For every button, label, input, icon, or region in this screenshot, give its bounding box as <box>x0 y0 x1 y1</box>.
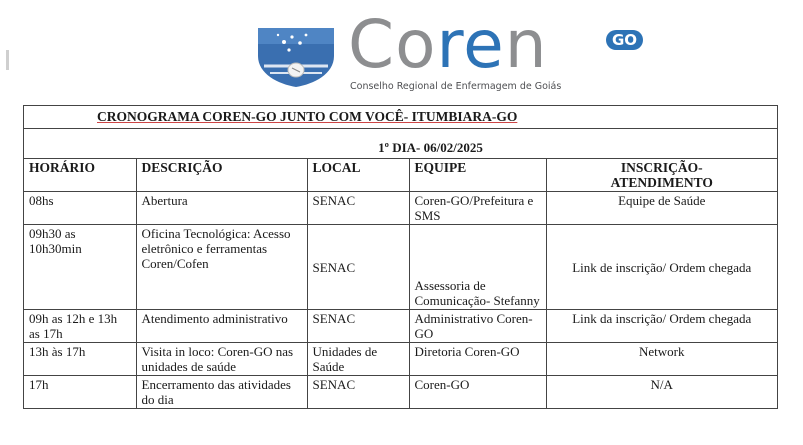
cell-equipe: Diretoria Coren-GO <box>409 343 546 376</box>
cell-local: Unidades de Saúde <box>307 343 409 376</box>
table-row <box>24 376 777 409</box>
go-badge: GO <box>606 30 643 50</box>
column-header: LOCAL <box>307 159 409 192</box>
table-row <box>24 225 777 310</box>
cell-equipe: Administrativo Coren-GO <box>409 310 546 343</box>
table-header-row <box>24 159 777 192</box>
cell-inscricao: Link de inscrição/ Ordem chegada <box>546 225 777 310</box>
cell-equipe: Coren-GO/Prefeitura e SMS <box>409 192 546 225</box>
cell-descricao: Visita in loco: Coren-GO nas unidades de saúde <box>136 343 307 376</box>
day-label: 1º DIA- 06/02/2025 <box>378 140 483 155</box>
cell-local: SENAC <box>307 376 409 409</box>
edge-mark <box>6 50 9 70</box>
schedule-document <box>23 105 778 409</box>
cell-equipe: Assessoria de Comunicação- Stefanny <box>409 225 546 310</box>
table-row <box>24 310 777 343</box>
schedule-table <box>24 159 777 408</box>
cell-descricao: Oficina Tecnológica: Acesso eletrônico e ferramentas Coren/Cofen <box>136 225 307 310</box>
cell-descricao: Abertura <box>136 192 307 225</box>
cell-horario: 09h30 as 10h30min <box>24 225 136 310</box>
cell-local: SENAC <box>307 192 409 225</box>
cell-local: SENAC <box>307 225 409 310</box>
column-header: INSCRIÇÃO- ATENDIMENTO <box>546 159 777 192</box>
column-header: DESCRIÇÃO <box>136 159 307 192</box>
cell-equipe: Coren-GO <box>409 376 546 409</box>
table-row <box>24 192 777 225</box>
document-title-row <box>24 106 777 129</box>
coren-go-logo <box>256 6 656 92</box>
cell-horario: 17h <box>24 376 136 409</box>
cell-horario: 09h as 12h e 13h as 17h <box>24 310 136 343</box>
cell-inscricao: Network <box>546 343 777 376</box>
cell-horario: 13h às 17h <box>24 343 136 376</box>
shield-crest-icon <box>256 26 336 88</box>
document-title: CRONOGRAMA COREN-GO JUNTO COM VOCÊ- ITUMBIARA-GO <box>97 109 518 124</box>
cell-inscricao: N/A <box>546 376 777 409</box>
table-row <box>24 343 777 376</box>
column-header: HORÁRIO <box>24 159 136 192</box>
cell-descricao: Encerramento das atividades do dia <box>136 376 307 409</box>
brand-subtitle: Conselho Regional de Enfermagem de Goiás <box>350 81 562 92</box>
cell-inscricao: Link da inscrição/ Ordem chegada <box>546 310 777 343</box>
brand-wordmark: Coren <box>348 6 548 83</box>
column-header: EQUIPE <box>409 159 546 192</box>
cell-horario: 08hs <box>24 192 136 225</box>
cell-local: SENAC <box>307 310 409 343</box>
cell-inscricao: Equipe de Saúde <box>546 192 777 225</box>
cell-descricao: Atendimento administrativo <box>136 310 307 343</box>
day-row <box>24 129 777 159</box>
